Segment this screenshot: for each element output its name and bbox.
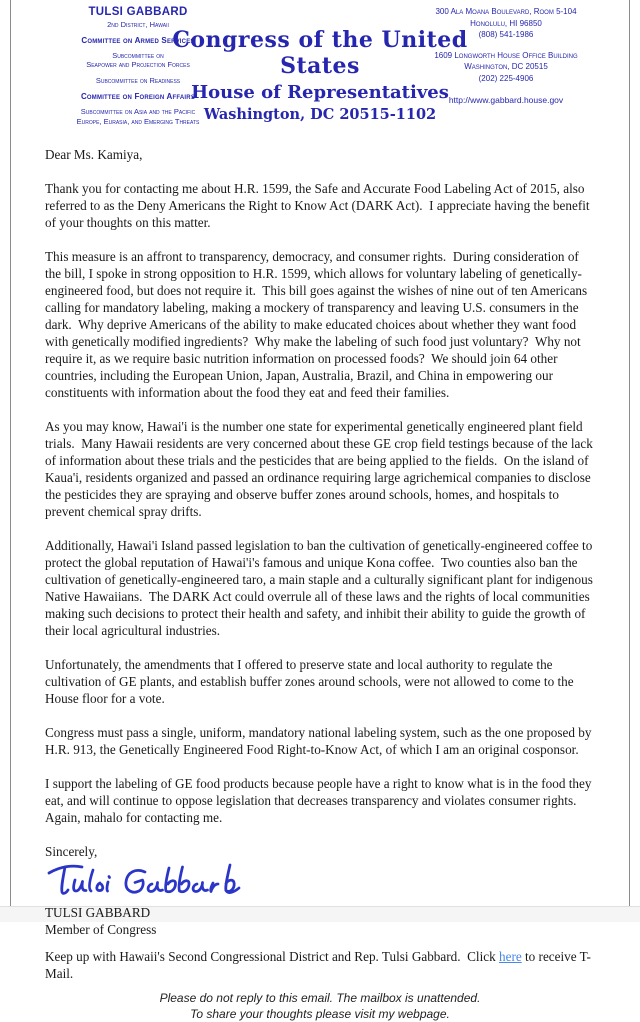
subcommittee-seapower: Subcommittee on Seapower and Projection Forces xyxy=(86,51,190,70)
signed-name: TULSI GABBARD xyxy=(45,905,151,920)
washington-address: Washington, DC 20515-1102 xyxy=(203,106,437,123)
closing-salutation: Sincerely, xyxy=(45,844,98,859)
footer-note xyxy=(45,990,595,1022)
postscript-text-before: Keep up with Hawaii's Second Congressional District and Rep. Tulsi Gabbard. Click xyxy=(45,949,499,964)
member-district: 2nd District, Hawaii xyxy=(107,20,169,29)
signature-image xyxy=(47,858,243,904)
paragraph-5: Unfortunately, the amendments that I offered to preserve state and local authority to regulate the cultivation of GE plants, and establish buffer zones around schools, were not allowed to come to the House floor for a vote. xyxy=(45,657,577,706)
subcommittee-readiness: Subcommittee on Readiness xyxy=(95,75,181,85)
subcommittee-asia-pacific: Subcommittee on Asia and the Pacific Europe, Eurasia, and Emerging Threats xyxy=(76,107,200,126)
committee-armed-services: Committee on Armed Services xyxy=(81,36,195,45)
letter-body xyxy=(11,146,629,1022)
footer-line-2: To share your thoughts please visit my webpage. xyxy=(190,1007,450,1021)
paragraph-3: As you may know, Hawai'i is the number one state for experimental genetically engineered plant field trials. Many Hawaii residents are very concerned about these GE crop field testings because of the lack of information about these trials and the pesticides that are being applied to the fields. On the island of Kaua'i, residents organized and passed an ordinance requiring large agrichemical companies to disclose the pesticides they are spraying and observe buffer zones around schools, homes, and hospitals to prevent chemical spray drifts. xyxy=(45,419,597,519)
tmail-link[interactable]: here xyxy=(499,949,522,964)
footer-line-1: Please do not reply to this email. The mailbox is unattended. xyxy=(159,991,481,1005)
postscript xyxy=(45,948,595,982)
congress-title: Congress of the United States xyxy=(172,27,468,79)
signed-title: Member of Congress xyxy=(45,922,157,937)
house-title: House of Representatives xyxy=(191,82,449,103)
honolulu-office: 300 Ala Moana Boulevard, Room 5-104 Honolulu, HI 96850 (808) 541-1986 xyxy=(435,7,577,40)
postscript-text-after: to receive T-Mail. xyxy=(45,949,591,981)
greeting: Dear Ms. Kamiya, xyxy=(45,147,143,162)
paragraph-4: Additionally, Hawai'i Island passed legislation to ban the cultivation of genetically-engineered coffee to protect the global reputation of Hawai'i's famous and unique Kona coffee. Two counties also ban the cultivation of genetically-engineered taro, a main staple and a culturally significant plant for indigenous Native Hawaiians. The DARK Act could overrule all of these laws and the rights of local communities making such decisions to protect their health and safety, and inhibit their ability to guide the growth of their local agricultural industries. xyxy=(45,538,597,638)
dc-office: 1609 Longworth House Office Building Washington, DC 20515 (202) 225-4906 xyxy=(434,50,578,83)
paragraph-1: Thank you for contacting me about H.R. 1599, the Safe and Accurate Food Labeling Act of 2015, also referred to as the Deny Americans the Right to Know Act (DARK Act). I appreciate having the benefit of your thoughts on this matter. xyxy=(45,181,593,230)
paragraph-6: Congress must pass a single, uniform, mandatory national labeling system, such as the one proposed by H.R. 913, the Genetically Engineered Food Right-to-Know Act, of which I am an original cosponsor. xyxy=(45,725,595,757)
letter-page xyxy=(10,0,630,1021)
website-url: http://www.gabbard.house.gov xyxy=(448,94,564,105)
letterhead-offices-block xyxy=(397,6,615,106)
paragraph-2: This measure is an affront to transparency, democracy, and consumer rights. During consideration of the bill, I spoke in strong opposition to H.R. 1599, which allows for voluntary labeling of genetically-engineered food, but does not require it. This bill goes against the wishes of nine out of ten Americans calling for mandatory labeling, making a mockery of transparency and leaving U.S. consumers in the dark. Why deprive Americans of the ability to make educated choices about whether they want food with genetically modified ingredients? Why make the labeling of such food just voluntary? Why not require it, as we require basic nutrition information on processed foods? We should join 64 other countries, including the European Union, Japan, Australia, Brazil, and China in empowering our constituents with information about the food they eat and feed their families. xyxy=(45,249,591,400)
paragraph-7: I support the labeling of GE food products because people have a right to know what is in the food they eat, and will continue to oppose legislation that decreases transparency and violates consumer rights. Again, mahalo for contacting me. xyxy=(45,776,595,825)
committee-foreign-affairs: Committee on Foreign Affairs xyxy=(80,92,196,102)
member-name: TULSI GABBARD xyxy=(88,6,188,18)
letterhead xyxy=(11,0,629,138)
